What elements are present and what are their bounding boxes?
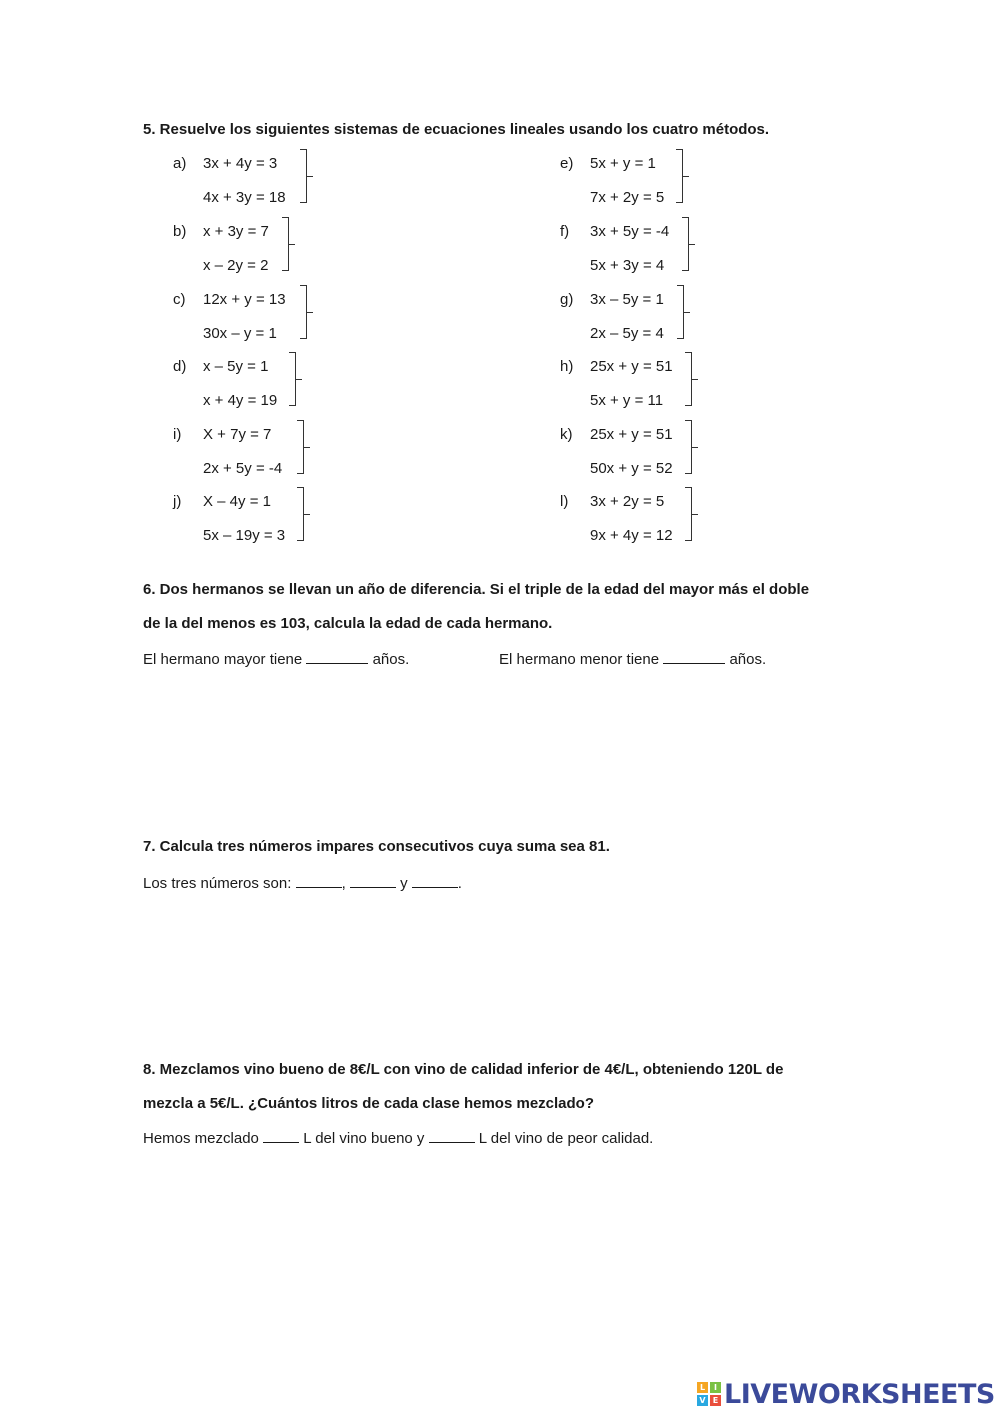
system-label: f)	[560, 223, 570, 240]
q6-title-line2: de la del menos es 103, calcula la edad de cada hermano.	[143, 615, 553, 632]
equation-2: 4x + 3y = 18	[203, 189, 286, 206]
system-e	[560, 155, 750, 225]
logo-block: E	[710, 1395, 721, 1406]
system-label: h)	[560, 358, 574, 375]
system-l	[560, 493, 750, 563]
system-label: e)	[560, 155, 574, 172]
q6-younger-suffix: años.	[729, 651, 767, 668]
liveworksheets-logo	[697, 1379, 995, 1409]
system-label: a)	[173, 155, 187, 172]
q6-older-suffix: años.	[372, 651, 410, 668]
q7-end: .	[457, 875, 462, 892]
system-j	[173, 493, 363, 563]
system-label: l)	[560, 493, 569, 510]
system-label: g)	[560, 291, 574, 308]
q6-title-line1: 6. Dos hermanos se llevan un año de diferencia. Si el triple de la edad del mayor más el doble	[143, 581, 810, 598]
system-label: j)	[173, 493, 182, 510]
equation-1: 3x + 4y = 3	[203, 155, 278, 172]
system-label: b)	[173, 223, 187, 240]
logo-blocks-icon	[697, 1382, 721, 1406]
system-d	[173, 358, 363, 428]
system-label: c)	[173, 291, 186, 308]
q8-answer-prefix: Hemos mezclado	[143, 1130, 259, 1147]
number-3-blank[interactable]	[412, 873, 458, 888]
q7-answer-prefix: Los tres números son:	[143, 875, 292, 892]
equation-1: x – 5y = 1	[203, 358, 269, 375]
equation-1: 3x + 5y = -4	[590, 223, 670, 240]
brace-icon	[685, 487, 692, 541]
brace-icon	[289, 352, 296, 406]
q6-younger-answer	[499, 649, 766, 668]
logo-block: I	[710, 1382, 721, 1393]
system-label: i)	[173, 426, 182, 443]
system-a	[173, 155, 363, 225]
equation-2: 5x + y = 11	[590, 392, 664, 409]
equation-2: 2x + 5y = -4	[203, 460, 283, 477]
q5-title: 5. Resuelve los siguientes sistemas de ecuaciones lineales usando los cuatro métodos.	[143, 121, 770, 138]
equation-1: 12x + y = 13	[203, 291, 286, 308]
logo-text: LIVEWORKSHEETS	[724, 1378, 995, 1410]
equation-2: 5x – 19y = 3	[203, 527, 286, 544]
q7-title: 7. Calcula tres números impares consecutivos cuya suma sea 81.	[143, 838, 610, 855]
system-g	[560, 291, 750, 361]
equation-1: 25x + y = 51	[590, 358, 673, 375]
equation-1: 5x + y = 1	[590, 155, 656, 172]
brace-icon	[676, 149, 683, 203]
equation-2: 5x + 3y = 4	[590, 257, 665, 274]
equation-1: 3x – 5y = 1	[590, 291, 664, 308]
q8-answer-suffix: L del vino de peor calidad.	[478, 1130, 654, 1147]
brace-icon	[685, 352, 692, 406]
brace-icon	[677, 285, 684, 339]
system-k	[560, 426, 750, 496]
q8-answer	[143, 1128, 653, 1147]
q8-title-line1: 8. Mezclamos vino bueno de 8€/L con vino de calidad inferior de 4€/L, obteniendo 120L de	[143, 1061, 784, 1078]
system-c	[173, 291, 363, 361]
equation-2: x + 4y = 19	[203, 392, 278, 409]
q6-younger-prefix: El hermano menor tiene	[499, 651, 660, 668]
number-1-blank[interactable]	[296, 873, 342, 888]
equation-1: 3x + 2y = 5	[590, 493, 665, 510]
equation-1: 25x + y = 51	[590, 426, 673, 443]
brace-icon	[300, 285, 307, 339]
logo-block: V	[697, 1395, 708, 1406]
q7-sep1: ,	[341, 875, 346, 892]
cheap-wine-liters-blank[interactable]	[429, 1128, 475, 1143]
brace-icon	[300, 149, 307, 203]
logo-block: L	[697, 1382, 708, 1393]
system-h	[560, 358, 750, 428]
brace-icon	[297, 487, 304, 541]
q6-older-answer	[143, 649, 409, 668]
equation-2: 7x + 2y = 5	[590, 189, 665, 206]
brace-icon	[685, 420, 692, 474]
equation-2: 9x + 4y = 12	[590, 527, 673, 544]
q7-sep2: y	[400, 875, 408, 892]
brace-icon	[297, 420, 304, 474]
brace-icon	[682, 217, 689, 271]
equation-2: x – 2y = 2	[203, 257, 269, 274]
good-wine-liters-blank[interactable]	[263, 1128, 299, 1143]
q6-older-prefix: El hermano mayor tiene	[143, 651, 303, 668]
q7-answer	[143, 873, 462, 892]
system-label: d)	[173, 358, 187, 375]
number-2-blank[interactable]	[350, 873, 396, 888]
younger-age-blank[interactable]	[663, 649, 725, 664]
equation-2: 30x – y = 1	[203, 325, 277, 342]
equation-1: X – 4y = 1	[203, 493, 271, 510]
equation-2: 2x – 5y = 4	[590, 325, 664, 342]
equation-2: 50x + y = 52	[590, 460, 673, 477]
equation-1: X + 7y = 7	[203, 426, 272, 443]
older-age-blank[interactable]	[306, 649, 368, 664]
system-label: k)	[560, 426, 573, 443]
q8-title-line2: mezcla a 5€/L. ¿Cuántos litros de cada clase hemos mezclado?	[143, 1095, 594, 1112]
system-b	[173, 223, 363, 293]
system-i	[173, 426, 363, 496]
equation-1: x + 3y = 7	[203, 223, 269, 240]
system-f	[560, 223, 750, 293]
q8-answer-mid: L del vino bueno y	[303, 1130, 425, 1147]
brace-icon	[282, 217, 289, 271]
